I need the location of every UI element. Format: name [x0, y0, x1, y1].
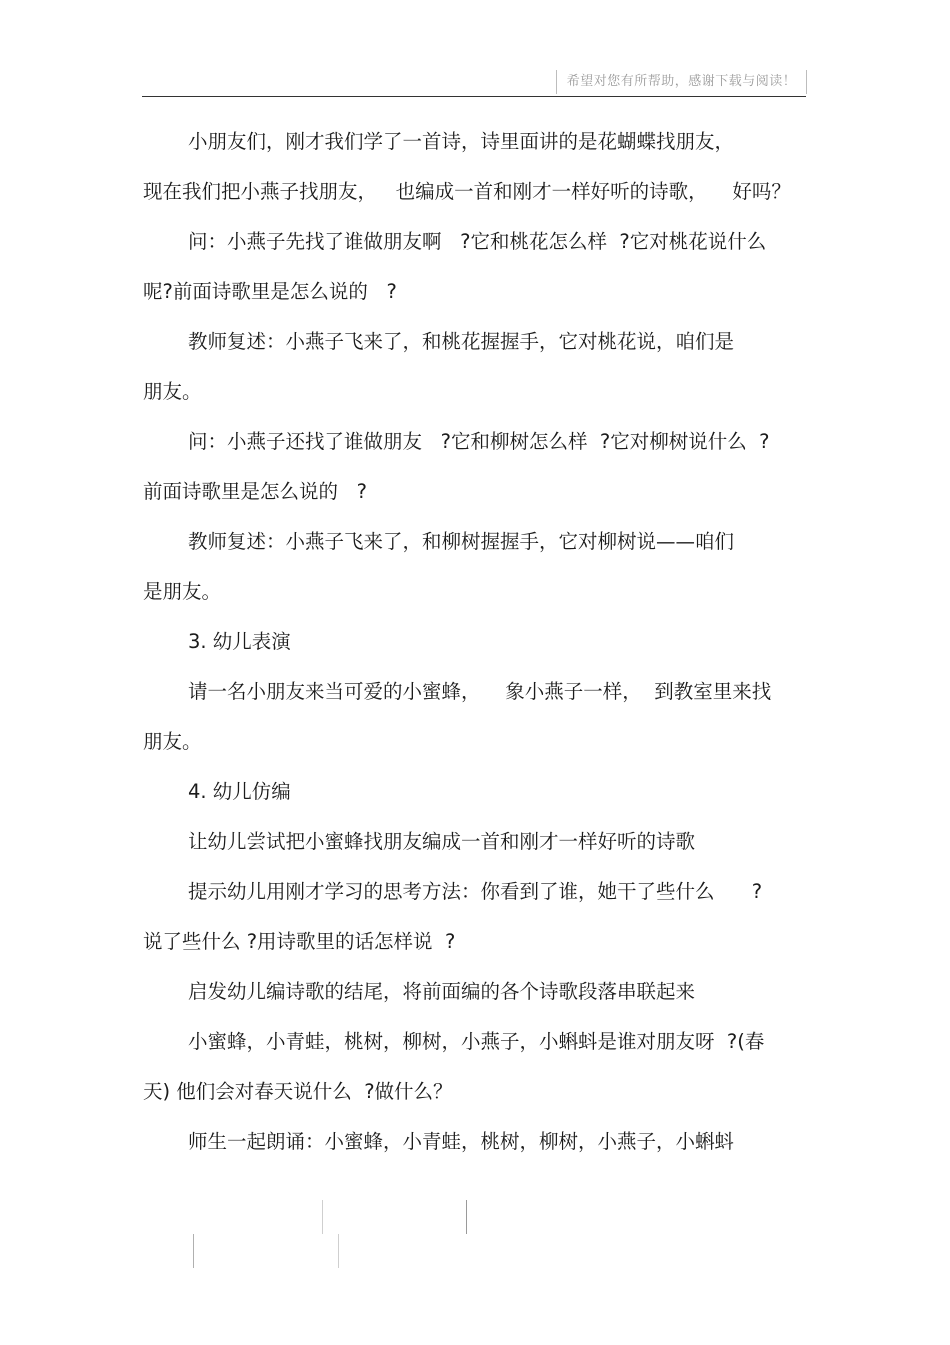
paragraph-line: 说了些什么 ?用诗歌里的话怎样说 ?: [143, 930, 456, 953]
header-rule: [142, 96, 806, 97]
scan-mark: [338, 1234, 339, 1268]
paragraph-line: 问：小燕子还找了谁做朋友 ?它和柳树怎么样 ?它对柳树说什么 ?: [188, 430, 770, 453]
scan-mark: [193, 1234, 194, 1268]
scan-mark: [322, 1200, 323, 1234]
paragraph-line: 前面诗歌里是怎么说的 ?: [143, 480, 367, 503]
paragraph-line: 呢?前面诗歌里是怎么说的 ?: [143, 280, 397, 303]
paragraph-line: 朋友。: [143, 730, 202, 753]
paragraph-line: 师生一起朗诵：小蜜蜂，小青蛙，桃树，柳树，小燕子，小蝌蚪: [188, 1130, 735, 1153]
paragraph-line: 小蜜蜂，小青蛙，桃树，柳树，小燕子，小蝌蚪是谁对朋友呀 ?(春: [188, 1030, 765, 1053]
paragraph-line: 提示幼儿用刚才学习的思考方法：你看到了谁，她干了些什么 ?: [188, 880, 763, 903]
section-heading: 4. 幼儿仿编: [188, 780, 291, 803]
paragraph-line: 小朋友们，刚才我们学了一首诗，诗里面讲的是花蝴蝶找朋友，: [188, 130, 735, 153]
paragraph-line: 让幼儿尝试把小蜜蜂找朋友编成一首和刚才一样好听的诗歌: [188, 830, 696, 853]
paragraph-line: 启发幼儿编诗歌的结尾，将前面编的各个诗歌段落串联起来: [188, 980, 696, 1003]
section-heading: 3. 幼儿表演: [188, 630, 291, 653]
scan-mark: [466, 1200, 467, 1234]
paragraph-line: 问：小燕子先找了谁做朋友啊 ?它和桃花怎么样 ?它对桃花说什么: [188, 230, 767, 253]
paragraph-line: 教师复述：小燕子飞来了，和柳树握握手，它对柳树说——咱们: [188, 530, 735, 553]
paragraph-line: 朋友。: [143, 380, 202, 403]
paragraph-line: 是朋友。: [143, 580, 222, 603]
paragraph-line: 现在我们把小燕子找朋友， 也编成一首和刚才一样好听的诗歌， 好吗？: [143, 180, 791, 203]
paragraph-line: 请一名小朋友来当可爱的小蜜蜂， 象小燕子一样， 到教室里来找: [188, 680, 772, 703]
paragraph-line: 教师复述：小燕子飞来了，和桃花握握手，它对桃花说，咱们是: [188, 330, 735, 353]
paragraph-line: 天) 他们会对春天说什么 ?做什么？: [143, 1080, 453, 1103]
header-note: 希望对您有所帮助，感谢下载与阅读！: [556, 70, 807, 94]
